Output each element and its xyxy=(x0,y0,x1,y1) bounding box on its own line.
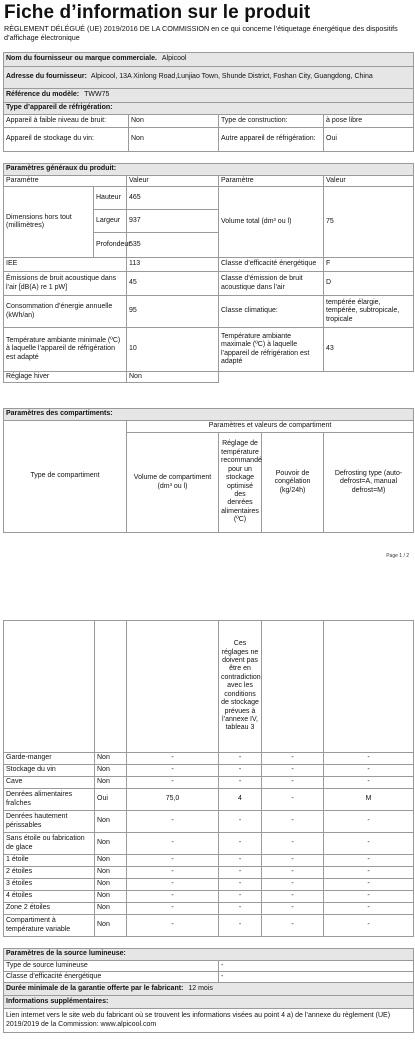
compartment-volume: - xyxy=(127,833,219,855)
compartment-setting: - xyxy=(219,903,262,915)
supplier-name-row xyxy=(4,53,414,67)
volume-value: 75 xyxy=(324,187,414,258)
compartment-setting: - xyxy=(219,855,262,867)
compartment-freeze: - xyxy=(262,811,324,833)
table-row xyxy=(4,833,414,855)
light-class-row xyxy=(4,972,414,983)
wine-label: Appareil de stockage du vin: xyxy=(4,128,129,152)
col-type-header: Type de compartiment xyxy=(4,421,127,533)
extra-heading-row xyxy=(4,996,414,1009)
table-row xyxy=(4,891,414,903)
height-value: 465 xyxy=(127,187,219,210)
compartment-freeze: - xyxy=(262,777,324,789)
compartment-present: Non xyxy=(95,811,127,833)
compartments-header-table xyxy=(3,408,414,533)
type-heading: Type d’appareil de réfrigération: xyxy=(4,103,414,115)
compartment-name: 3 étoiles xyxy=(4,879,95,891)
construction-value: à pose libre xyxy=(324,115,414,128)
table-row xyxy=(4,765,414,777)
dims-label: Dimensions hors tout (millimètres) xyxy=(4,187,94,258)
iee-row xyxy=(4,258,414,272)
light-type-value: - xyxy=(219,961,414,972)
general-params-table xyxy=(3,163,414,383)
col-group-header: Paramètres et valeurs de compartiment xyxy=(127,421,414,433)
compartment-name: Denrées alimentaires fraîches xyxy=(4,789,95,811)
note-empty-4 xyxy=(262,621,324,753)
temperature-row xyxy=(4,328,414,372)
compartment-setting: - xyxy=(219,811,262,833)
warranty-row xyxy=(4,983,414,996)
compartment-volume: - xyxy=(127,891,219,903)
compartment-freeze: - xyxy=(262,833,324,855)
compartment-setting: - xyxy=(219,915,262,937)
compartments-group-row xyxy=(4,421,414,433)
noise-class-value: D xyxy=(324,272,414,296)
compartment-defrost: - xyxy=(324,855,414,867)
compartment-name: 4 étoiles xyxy=(4,891,95,903)
col-param-2: Paramètre xyxy=(219,176,324,187)
noise-row xyxy=(4,272,414,296)
setting-note: Ces réglages ne doivent pas être en contradiction avec les conditions de stockage prévues à l’annexe IV, tableau 3 xyxy=(219,621,262,753)
table-row xyxy=(4,789,414,811)
type-row-1 xyxy=(4,115,414,128)
low-noise-value: Non xyxy=(129,115,219,128)
extra-heading: Informations supplémentaires: xyxy=(4,996,414,1009)
col-param-1: Paramètre xyxy=(4,176,127,187)
table-row xyxy=(4,777,414,789)
warranty-cell xyxy=(4,983,414,996)
compartment-defrost: - xyxy=(324,867,414,879)
compartments-heading-row xyxy=(4,409,414,421)
compartment-setting: - xyxy=(219,777,262,789)
other-label: Autre appareil de réfrigération: xyxy=(219,128,324,152)
tmin-label: Température ambiante minimale (ºC) à laquelle l’appareil de réfrigération est adapté xyxy=(4,328,127,372)
compartment-name: Cave xyxy=(4,777,95,789)
height-row xyxy=(4,187,414,210)
note-empty-2 xyxy=(95,621,127,753)
compartment-name: Zone 2 étoiles xyxy=(4,903,95,915)
compartment-present: Non xyxy=(95,891,127,903)
setting-note-row xyxy=(4,621,414,753)
extra-text-row xyxy=(4,1009,414,1033)
volume-label: Volume total (dm³ ou l) xyxy=(219,187,324,258)
compartment-present: Non xyxy=(95,867,127,879)
iee-label: IEE xyxy=(4,258,127,272)
compartment-volume: - xyxy=(127,753,219,765)
tmax-value: 43 xyxy=(324,328,414,372)
energy-class-label: Classe d’efficacité énergétique xyxy=(219,258,324,272)
warranty-value: 12 mois xyxy=(188,984,213,992)
tmin-value: 10 xyxy=(127,328,219,372)
page-2 xyxy=(0,620,415,1048)
compartment-freeze: - xyxy=(262,753,324,765)
col-freeze-header: Pouvoir de congélation (kg/24h) xyxy=(262,433,324,533)
supplier-name-label: Nom du fournisseur ou marque commerciale. xyxy=(6,55,157,63)
note-empty-3 xyxy=(127,621,219,753)
note-empty-5 xyxy=(324,621,414,753)
winter-label: Réglage hiver xyxy=(4,372,127,383)
compartment-defrost: - xyxy=(324,903,414,915)
tmax-label: Température ambiante maximale (ºC) à laquelle l’appareil de réfrigération est adapté xyxy=(219,328,324,372)
compartment-freeze: - xyxy=(262,855,324,867)
light-type-row xyxy=(4,961,414,972)
regulation-text: RÈGLEMENT DÉLÉGUÉ (UE) 2019/2016 DE LA COMMISSION en ce qui concerne l’étiquetage énergétique des dispositifs d’affichage électronique xyxy=(4,24,398,42)
compartment-defrost: - xyxy=(324,891,414,903)
model-value: TWW75 xyxy=(84,91,110,99)
width-label: Largeur xyxy=(94,210,127,233)
compartment-name: 2 étoiles xyxy=(4,867,95,879)
light-heading-row xyxy=(4,949,414,961)
compartment-name: Sans étoile ou fabrication de glace xyxy=(4,833,95,855)
energy-consumption-value: 95 xyxy=(127,296,219,328)
table-row xyxy=(4,879,414,891)
light-heading: Paramètres de la source lumineuse: xyxy=(4,949,414,961)
compartment-setting: 4 xyxy=(219,789,262,811)
type-heading-row xyxy=(4,103,414,115)
light-class-value: - xyxy=(219,972,414,983)
compartment-freeze: - xyxy=(262,915,324,937)
compartment-present: Non xyxy=(95,753,127,765)
compartment-defrost: - xyxy=(324,833,414,855)
wine-value: Non xyxy=(129,128,219,152)
supplier-name-cell xyxy=(4,53,414,67)
warranty-label: Durée minimale de la garantie offerte par le fabricant: xyxy=(6,984,184,992)
noise-label: Émissions de bruit acoustique dans l’air [dB(A) re 1 pW] xyxy=(4,272,127,296)
compartment-volume: - xyxy=(127,777,219,789)
table-row xyxy=(4,903,414,915)
extra-text: Lien internet vers le site web du fabricant où se trouvent les informations visées au point 4 a) de l’annexe du règlement (UE) 2019/2019 de la Commission: www.alpicool.com xyxy=(4,1009,414,1033)
compartments-table xyxy=(3,620,414,937)
table-row xyxy=(4,915,414,937)
depth-label: Profondeur xyxy=(94,233,127,258)
compartment-present: Non xyxy=(95,765,127,777)
compartment-setting: - xyxy=(219,833,262,855)
col-value-2: Valeur xyxy=(324,176,414,187)
compartment-defrost: - xyxy=(324,777,414,789)
model-cell xyxy=(4,89,414,103)
supplier-table xyxy=(3,52,414,152)
supplier-address-cell xyxy=(4,67,414,89)
low-noise-label: Appareil à faible niveau de bruit: xyxy=(4,115,129,128)
depth-value: 535 xyxy=(127,233,219,258)
compartment-defrost: - xyxy=(324,765,414,777)
light-table xyxy=(3,948,414,1033)
compartment-name: 1 étoile xyxy=(4,855,95,867)
compartments-heading: Paramètres des compartiments: xyxy=(4,409,414,421)
compartment-defrost: - xyxy=(324,879,414,891)
climate-label: Classe climatique: xyxy=(219,296,324,328)
compartment-present: Non xyxy=(95,855,127,867)
model-row xyxy=(4,89,414,103)
compartment-volume: - xyxy=(127,855,219,867)
type-row-2 xyxy=(4,128,414,152)
compartment-volume: - xyxy=(127,879,219,891)
compartment-setting: - xyxy=(219,867,262,879)
col-setting-header: Réglage de température recommandé pour un stockage optimisé des denrées alimentaires (ºC) xyxy=(219,433,262,533)
compartment-defrost: M xyxy=(324,789,414,811)
note-empty-1 xyxy=(4,621,95,753)
compartment-present: Non xyxy=(95,903,127,915)
other-value: Oui xyxy=(324,128,414,152)
compartment-freeze: - xyxy=(262,891,324,903)
height-label: Hauteur xyxy=(94,187,127,210)
table-row xyxy=(4,867,414,879)
general-col-header-row xyxy=(4,176,414,187)
compartment-present: Oui xyxy=(95,789,127,811)
table-row xyxy=(4,811,414,833)
table-row xyxy=(4,855,414,867)
supplier-name-value: Alpicool xyxy=(161,55,187,63)
energy-class-value: F xyxy=(324,258,414,272)
compartment-present: Non xyxy=(95,777,127,789)
compartment-freeze: - xyxy=(262,903,324,915)
compartment-present: Non xyxy=(95,915,127,937)
compartment-defrost: - xyxy=(324,915,414,937)
iee-value: 113 xyxy=(127,258,219,272)
compartment-setting: - xyxy=(219,879,262,891)
general-heading: Paramètres généraux du produit: xyxy=(4,164,414,176)
compartment-freeze: - xyxy=(262,789,324,811)
compartment-freeze: - xyxy=(262,879,324,891)
compartment-volume: 75,0 xyxy=(127,789,219,811)
winter-empty-1 xyxy=(219,372,324,383)
compartment-present: Non xyxy=(95,833,127,855)
page-title: Fiche d’information sur le produit xyxy=(4,2,311,23)
col-defrost-header: Defrosting type (auto-defrost=A, manual defrost=M) xyxy=(324,433,414,533)
compartment-freeze: - xyxy=(262,765,324,777)
climate-value: tempérée élargie, tempérée, subtropicale, tropicale xyxy=(324,296,414,328)
compartment-name: Denrées hautement périssables xyxy=(4,811,95,833)
col-volume-header: Volume de compartiment (dm³ ou l) xyxy=(127,433,219,533)
compartment-defrost: - xyxy=(324,811,414,833)
compartment-defrost: - xyxy=(324,753,414,765)
light-type-label: Type de source lumineuse xyxy=(4,961,219,972)
noise-value: 45 xyxy=(127,272,219,296)
light-class-label: Classe d’efficacité énergétique xyxy=(4,972,219,983)
compartment-setting: - xyxy=(219,891,262,903)
supplier-address-label: Adresse du fournisseur: xyxy=(6,73,87,81)
width-value: 937 xyxy=(127,210,219,233)
compartment-name: Stockage du vin xyxy=(4,765,95,777)
table-row xyxy=(4,753,414,765)
compartment-freeze: - xyxy=(262,867,324,879)
compartments-body xyxy=(4,621,414,937)
compartment-present: Non xyxy=(95,879,127,891)
compartment-volume: - xyxy=(127,903,219,915)
compartment-volume: - xyxy=(127,765,219,777)
compartment-volume: - xyxy=(127,811,219,833)
compartment-volume: - xyxy=(127,867,219,879)
model-label: Référence du modèle: xyxy=(6,91,80,99)
winter-empty-2 xyxy=(324,372,414,383)
compartment-name: Garde-manger xyxy=(4,753,95,765)
col-value-1: Valeur xyxy=(127,176,219,187)
energy-row xyxy=(4,296,414,328)
compartment-setting: - xyxy=(219,765,262,777)
noise-class-label: Classe d’émission de bruit acoustique dans l’air xyxy=(219,272,324,296)
compartment-volume: - xyxy=(127,915,219,937)
winter-row xyxy=(4,372,414,383)
compartment-name: Compartiment à température variable xyxy=(4,915,95,937)
winter-value: Non xyxy=(127,372,219,383)
supplier-address-value: Alpicool, 13A Xinlong Road,Lunjiao Town, Shunde District, Foshan City, Guangdong, China xyxy=(90,73,373,81)
supplier-address-row xyxy=(4,67,414,89)
construction-label: Type de construction: xyxy=(219,115,324,128)
compartment-setting: - xyxy=(219,753,262,765)
energy-consumption-label: Consommation d’énergie annuelle (kWh/an) xyxy=(4,296,127,328)
general-heading-row xyxy=(4,164,414,176)
page-number: Page 1 / 2 xyxy=(386,553,409,559)
